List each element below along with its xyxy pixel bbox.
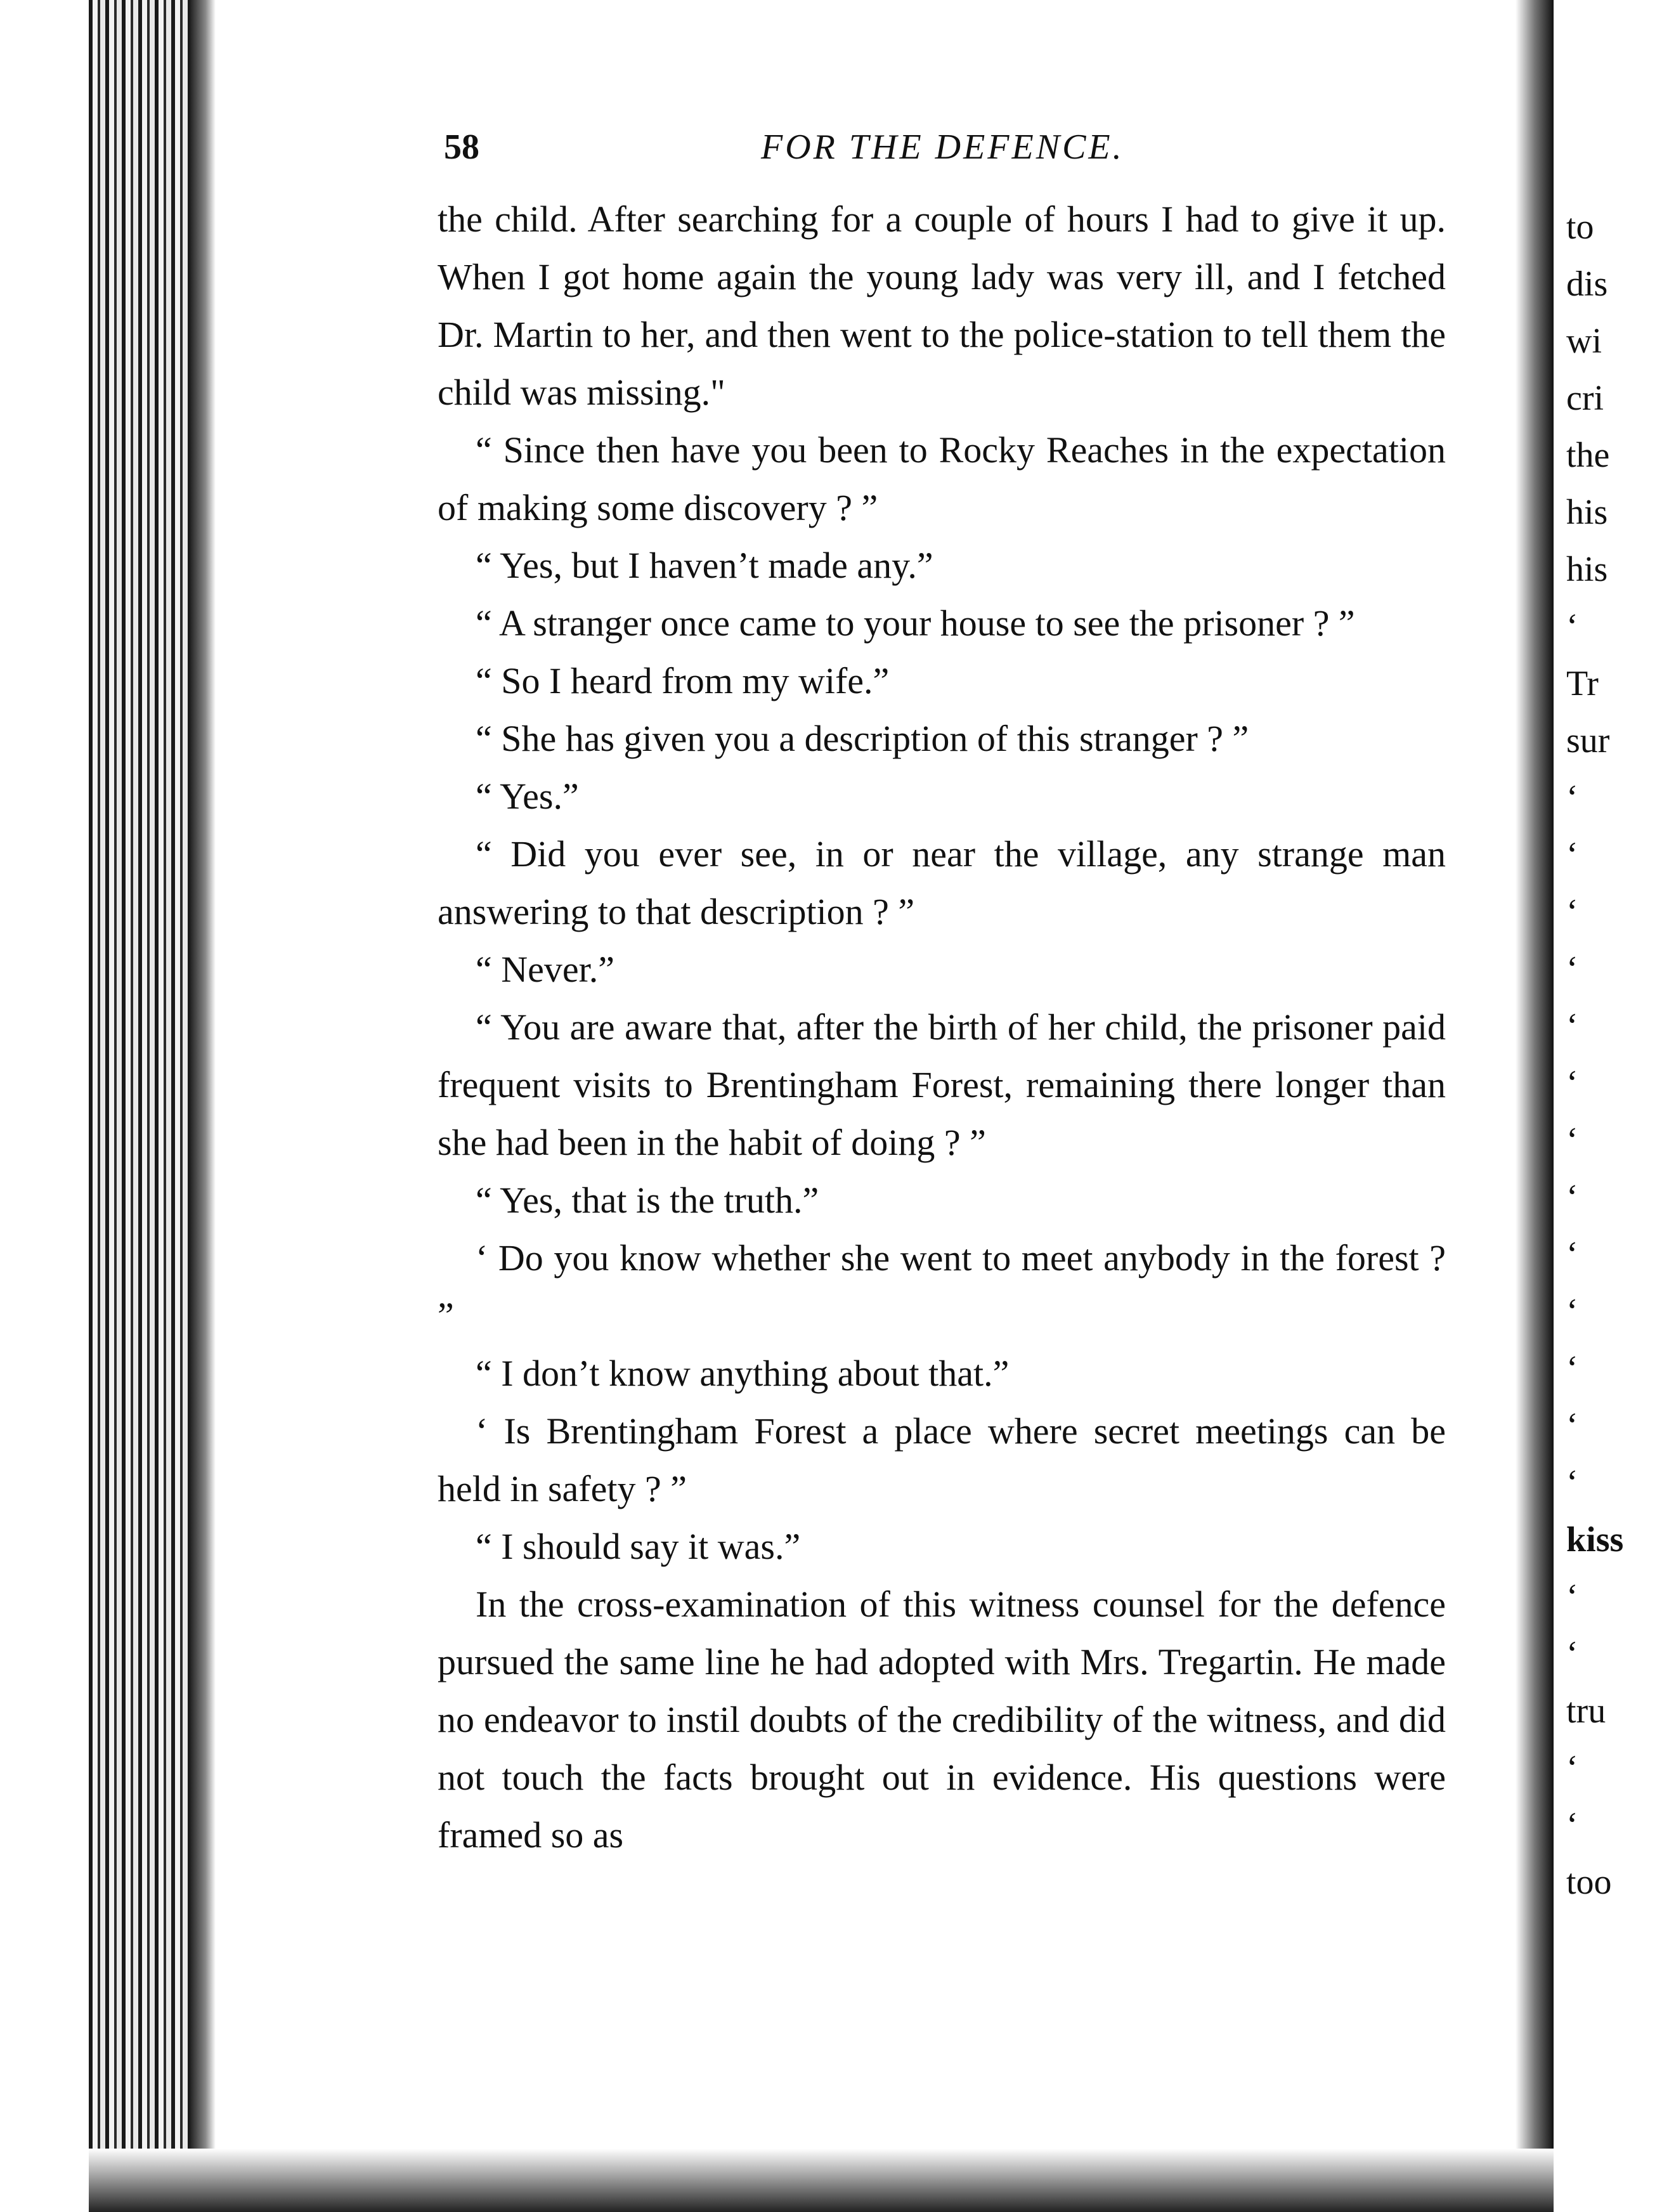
facing-page-text: ‘: [1566, 1577, 1578, 1617]
facing-page-text: ‘: [1566, 1634, 1578, 1674]
paragraph: “ She has given you a description of this stranger ? ”: [476, 718, 1249, 759]
facing-page-text: ‘: [1566, 1178, 1578, 1217]
facing-page-text: ‘: [1566, 835, 1578, 875]
paragraph: ‘ Do you know whether she went to meet anybody in the forest ? ”: [438, 1237, 1446, 1336]
facing-page-text: ‘: [1566, 1406, 1578, 1445]
facing-page-text: kiss: [1566, 1520, 1624, 1559]
paragraph: “ Never.”: [476, 949, 614, 990]
page-body: [438, 190, 1446, 1864]
paragraph: “ Yes.”: [476, 776, 579, 817]
facing-page-text: ‘: [1566, 1064, 1578, 1103]
facing-page-text: his: [1566, 493, 1608, 532]
page-header: [444, 127, 1446, 178]
paragraph: the child. After searching for a couple of hours I had to give it up. When I got home again the young lady was very ill, and I fetched Dr. Martin to her, and then went to the police-station to tell them the child was missing.": [438, 198, 1446, 413]
facing-page-text: cri: [1566, 379, 1604, 418]
facing-page-text: ‘: [1566, 892, 1578, 932]
paragraph: “ You are aware that, after the birth of her child, the prisoner paid frequent visits to Brentingham Forest, remaining there longer than she had been in the habit of doing ? ”: [438, 1006, 1446, 1163]
bottom-page-edge: [89, 2149, 1598, 2212]
facing-page-text: ‘: [1566, 1748, 1578, 1788]
paragraph: “ So I heard from my wife.”: [476, 660, 890, 701]
paragraph: “ I should say it was.”: [476, 1526, 801, 1567]
facing-page-text: too: [1566, 1863, 1612, 1902]
paragraph: “ Yes, that is the truth.”: [476, 1180, 819, 1221]
page-number: 58: [444, 127, 479, 167]
facing-page-text: ‘: [1566, 1349, 1578, 1388]
facing-page-text: Tr: [1566, 664, 1599, 703]
facing-page-text: to: [1566, 207, 1594, 247]
facing-page-text: dis: [1566, 264, 1608, 304]
paragraph: In the cross-examination of this witness counsel for the defence pursued the same line he had adopted with Mrs. Tregartin. He made no endeavor to instil doubts of the credibility of the witness, and did not touch the facts brought out in evidence. His questions were framed so as: [438, 1584, 1446, 1856]
paragraph: “ Since then have you been to Rocky Reaches in the expectation of making some discovery ? ”: [438, 429, 1446, 528]
facing-page-text: sur: [1566, 721, 1610, 760]
facing-page-text: ‘: [1566, 778, 1578, 817]
spine-shadow: [190, 0, 216, 2212]
facing-page-text: ‘: [1566, 949, 1578, 989]
paragraph: “ A stranger once came to your house to see the prisoner ? ”: [476, 602, 1355, 644]
paragraph: ‘ Is Brentingham Forest a place where secret meetings can be held in safety ? ”: [438, 1410, 1446, 1509]
facing-page-text: his: [1566, 550, 1608, 589]
facing-page-text: ‘: [1566, 1006, 1578, 1046]
running-head: FOR THE DEFENCE.: [761, 127, 1124, 167]
facing-page-text: ‘: [1566, 1121, 1578, 1160]
facing-page-text: ‘: [1566, 1235, 1578, 1274]
facing-page-text: the: [1566, 436, 1610, 475]
facing-page-text: ‘: [1566, 1463, 1578, 1502]
facing-page-text: ‘: [1566, 1292, 1578, 1331]
facing-page-text: wi: [1566, 322, 1602, 361]
facing-page-fragment: [1554, 0, 1669, 2212]
facing-page-text: ‘: [1566, 1805, 1578, 1845]
paragraph: “ Yes, but I haven’t made any.”: [476, 545, 933, 586]
facing-page-text: tru: [1566, 1691, 1606, 1731]
paragraph: “ I don’t know anything about that.”: [476, 1353, 1010, 1394]
facing-page-text: ‘: [1566, 607, 1578, 646]
gutter-shadow: [1516, 0, 1554, 2212]
paragraph: “ Did you ever see, in or near the village, any strange man answering to that description ? ”: [438, 833, 1446, 932]
